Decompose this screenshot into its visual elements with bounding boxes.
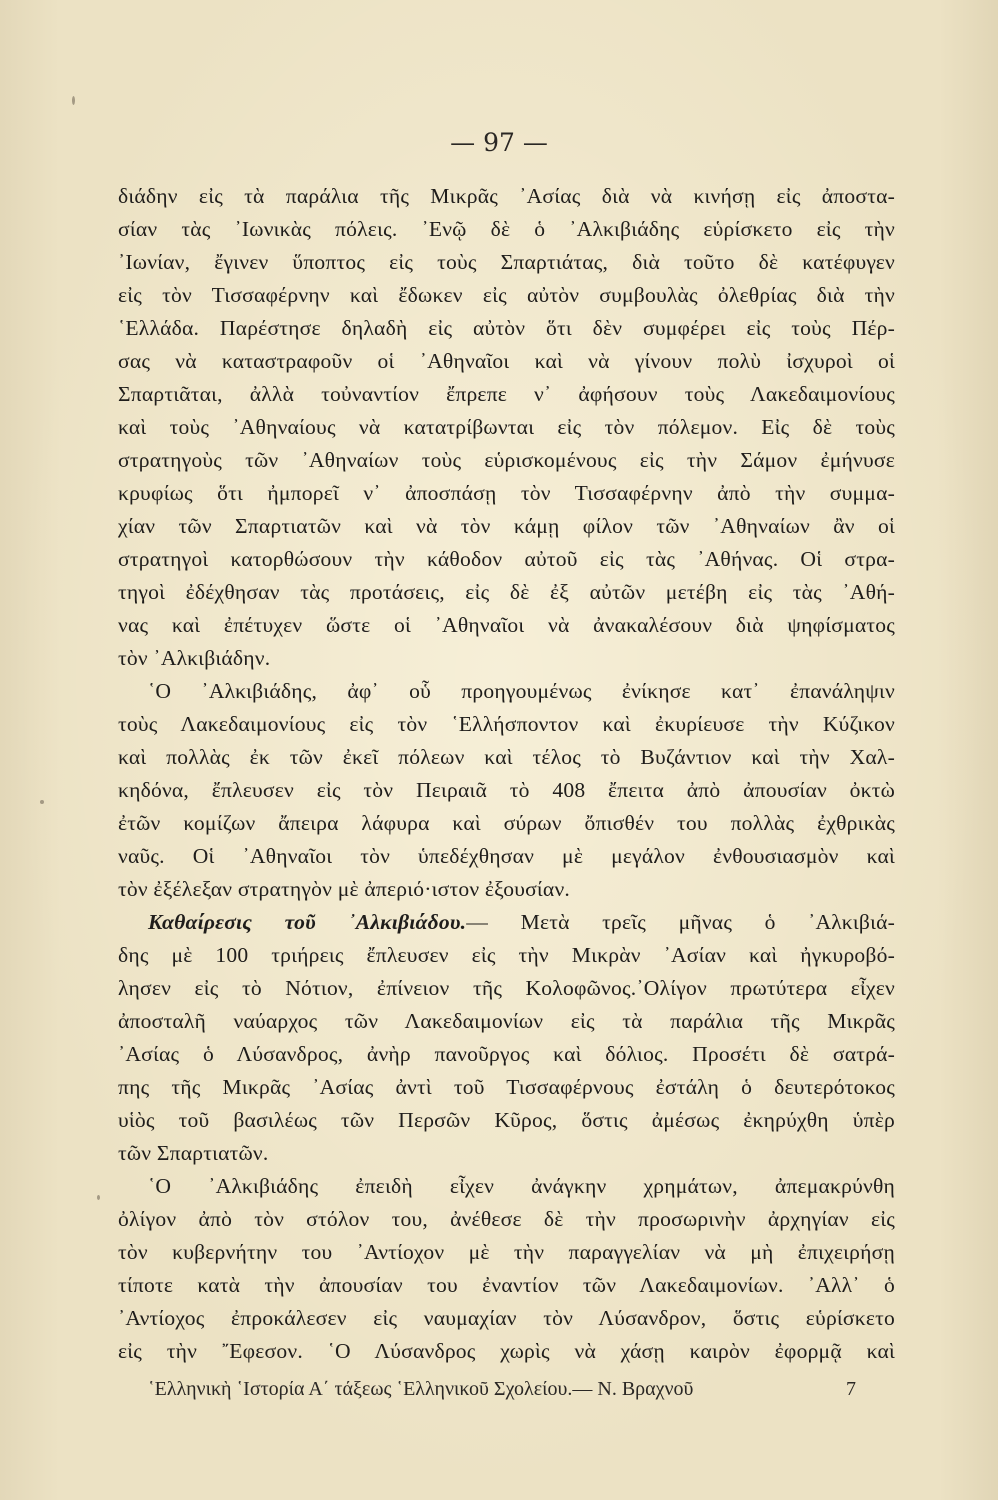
text-line: Σπαρτιᾶται, ἀλλὰ τοὐναντίον ἔπρεπε ν᾿ ἀφήσουν τοὺς Λακεδαιμονίους bbox=[118, 382, 895, 406]
paragraph-3 bbox=[118, 906, 895, 1170]
text-line: τίποτε κατὰ τὴν ἀπουσίαν του ἐναντίον τῶν Λακεδαιμονίων. ᾿Αλλ᾿ ὁ bbox=[118, 1273, 895, 1297]
paragraph-2 bbox=[118, 675, 895, 906]
text-line: εἰς τὸν Τισσαφέρνην καὶ ἔδωκεν εἰς αὐτὸν συμβουλὰς ὀλεθρίας διὰ τὴν bbox=[118, 283, 895, 307]
text-line: τηγοὶ ἐδέχθησαν τὰς προτάσεις, εἰς δὲ ἐξ αὐτῶν μετέβη εἰς τὰς ᾿Αθή- bbox=[118, 580, 895, 604]
text-line: χίαν τῶν Σπαρτιατῶν καὶ νὰ τὸν κάμῃ φίλον τῶν ᾿Αθηναίων ἂν οἱ bbox=[118, 514, 895, 538]
text-line: καὶ τοὺς ᾿Αθηναίους νὰ κατατρίβωνται εἰς τὸν πόλεμον. Εἰς δὲ τοὺς bbox=[118, 415, 895, 439]
text-line: ᾿Αντίοχος ἐπροκάλεσεν εἰς ναυμαχίαν τὸν Λύσανδρον, ὅστις εὑρίσκετο bbox=[118, 1306, 895, 1330]
text-line: ῾Ο ᾿Αλκιβιάδης, ἀφ᾿ οὗ προηγουμένως ἐνίκησε κατ᾿ ἐπανάληψιν bbox=[148, 679, 895, 703]
text-line bbox=[118, 906, 895, 939]
text-line: κηδόνα, ἔπλευσεν εἰς τὸν Πειραιᾶ τὸ 408 ἔπειτα ἀπὸ ἀπουσίαν ὀκτὼ bbox=[118, 778, 895, 802]
text-line: τοὺς Λακεδαιμονίους εἰς τὸν ῾Ελλήσποντον καὶ ἐκυρίευσε τὴν Κύζικον bbox=[118, 712, 895, 736]
text-line: τὸν ᾿Αλκιβιάδην. bbox=[118, 646, 271, 670]
text-line: ᾿Ασίας ὁ Λύσανδρος, ἀνὴρ πανοῦργος καὶ δόλιος. Προσέτι δὲ σατρά- bbox=[118, 1042, 895, 1066]
text-line: ἐτῶν κομίζων ἄπειρα λάφυρα καὶ σύρων ὄπισθέν του πολλὰς ἐχθρικὰς bbox=[118, 811, 895, 835]
text-line: λησεν εἰς τὸ Νότιον, ἐπίνειον τῆς Κολοφῶνος.᾿Ολίγον πρωτύτερα εἶχεν bbox=[118, 976, 895, 1000]
text-line: τὸν ἐξέλεξαν στρατηγὸν μὲ ἀπεριό·ιστον ἐξουσίαν. bbox=[118, 877, 571, 901]
text-line: ῾Ελλάδα. Παρέστησε δηλαδὴ εἰς αὐτὸν ὅτι δὲν συμφέρει εἰς τοὺς Πέρ- bbox=[118, 316, 895, 340]
paragraph-1 bbox=[118, 180, 895, 675]
text-line: καὶ πολλὰς ἐκ τῶν ἐκεῖ πόλεων καὶ τέλος τὸ Βυζάντιον καὶ τὴν Χαλ- bbox=[118, 745, 895, 769]
paragraph-4 bbox=[118, 1170, 895, 1368]
body-text bbox=[118, 180, 895, 1368]
page-footer bbox=[148, 1378, 856, 1401]
text-line: υἱὸς τοῦ βασιλέως τῶν Περσῶν Κῦρος, ὅστις ἀμέσως ἐκηρύχθη ὑπὲρ bbox=[118, 1108, 895, 1132]
paper-speck bbox=[40, 800, 44, 804]
page-number: — 97 — bbox=[450, 128, 548, 157]
text-line: σίαν τὰς ᾿Ιωνικὰς πόλεις. ᾿Ενῷ δὲ ὁ ᾿Αλκιβιάδης εὑρίσκετο εἰς τὴν bbox=[118, 217, 895, 241]
footer-book-title: ῾Ελληνικὴ ῾Ιστορία Α΄ τάξεως ῾Ελληνικοῦ Σχολείου.— Ν. Βραχνοῦ bbox=[148, 1378, 694, 1400]
text-line: κρυφίως ὅτι ἠμπορεῖ ν᾿ ἀποσπάσῃ τὸν Τισσαφέρνην ἀπὸ τὴν συμμα- bbox=[118, 481, 895, 505]
paper-speck bbox=[97, 1195, 100, 1200]
text-line: τὸν κυβερνήτην του ᾿Αντίοχον μὲ τὴν παραγγελίαν νὰ μὴ ἐπιχειρήσῃ bbox=[118, 1240, 895, 1264]
text-line: διάδην εἰς τὰ παράλια τῆς Μικρᾶς ᾿Ασίας διὰ νὰ κινήσῃ εἰς ἀποστα- bbox=[118, 184, 895, 208]
text-line: τῶν Σπαρτιατῶν. bbox=[118, 1141, 269, 1165]
paper-speck bbox=[72, 96, 75, 105]
text-line: ᾿Ιωνίαν, ἔγινεν ὕποπτος εἰς τοὺς Σπαρτιάτας, διὰ τοῦτο δὲ κατέφυγεν bbox=[118, 250, 895, 274]
text-line: ναῦς. Οἱ ᾿Αθηναῖοι τὸν ὑπεδέχθησαν μὲ μεγάλον ἐνθουσιασμὸν καὶ bbox=[118, 844, 895, 868]
text-line: στρατηγοὶ κατορθώσουν τὴν κάθοδον αὐτοῦ εἰς τὰς ᾿Αθήνας. Οἱ στρα- bbox=[118, 547, 895, 571]
text-line: δης μὲ 100 τριήρεις ἔπλευσεν εἰς τὴν Μικρὰν ᾿Ασίαν καὶ ἠγκυροβό- bbox=[118, 943, 895, 967]
text-line: πης τῆς Μικρᾶς ᾿Ασίας ἀντὶ τοῦ Τισσαφέρνους ἐστάλη ὁ δευτερότοκος bbox=[118, 1075, 895, 1099]
text-line: ἀποσταλῆ ναύαρχος τῶν Λακεδαιμονίων εἰς τὰ παράλια τῆς Μικρᾶς bbox=[118, 1009, 895, 1033]
text-line: εἰς τὴν ῎Εφεσον. ῾Ο Λύσανδρος χωρὶς νὰ χάσῃ καιρὸν ἐφορμᾷ καὶ bbox=[118, 1339, 895, 1363]
section-heading: Καθαίρεσις τοῦ ᾿Αλκιβιάδου. bbox=[148, 910, 467, 934]
text-line: ῾Ο ᾿Αλκιβιάδης ἐπειδὴ εἶχεν ἀνάγκην χρημάτων, ἀπεμακρύνθη bbox=[148, 1174, 895, 1198]
text-line: στρατηγοὺς τῶν ᾿Αθηναίων τοὺς εὑρισκομένους εἰς τὴν Σάμον ἐμήνυσε bbox=[118, 448, 895, 472]
text-line: νας καὶ ἐπέτυχεν ὥστε οἱ ᾿Αθηναῖοι νὰ ἀνακαλέσουν διὰ ψηφίσματος bbox=[118, 613, 895, 637]
section-heading-continuation: — Μετὰ τρεῖς μῆνας ὁ ᾿Αλκιβιά- bbox=[466, 910, 895, 934]
text-line: ὀλίγον ἀπὸ τὸν στόλον του, ἀνέθεσε δὲ τὴν προσωρινὴν ἀρχηγίαν εἰς bbox=[118, 1207, 895, 1231]
footer-signature-number: 7 bbox=[846, 1378, 856, 1400]
text-line: σας νὰ καταστραφοῦν οἱ ᾿Αθηναῖοι καὶ νὰ γίνουν πολὺ ἰσχυροὶ οἱ bbox=[118, 349, 895, 373]
